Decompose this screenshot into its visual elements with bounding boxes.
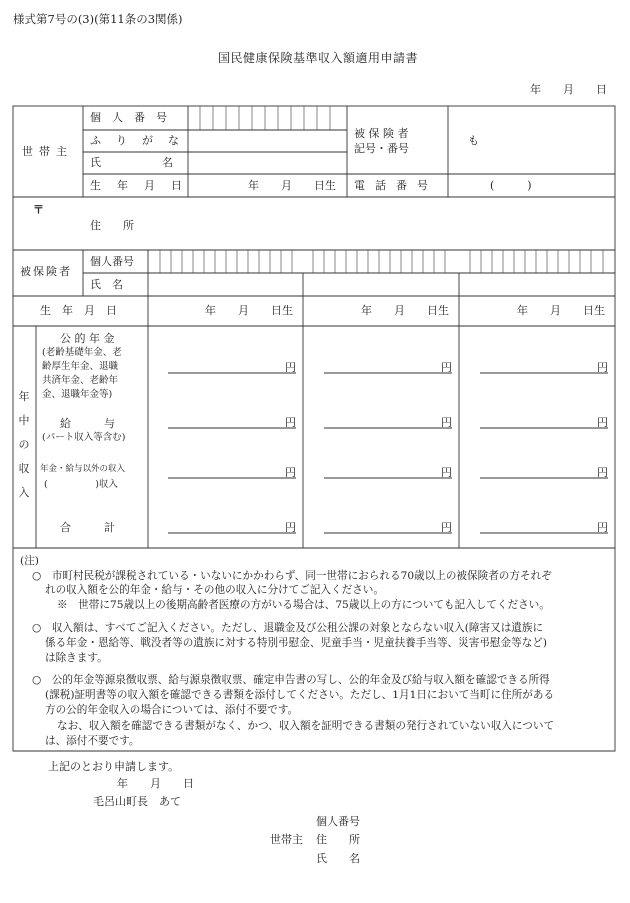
- application-statement: 上記のとおり申請します。: [48, 760, 180, 773]
- applicant-address-label: 住 所: [316, 833, 360, 846]
- householder-name-label: 氏名: [90, 156, 234, 169]
- insured-symbol-label: 被 保 険 者: [354, 127, 409, 140]
- note-3-line-5: は、添付不要です。: [45, 735, 140, 747]
- insured-birth-value-2[interactable]: 年 月 日生: [361, 304, 449, 317]
- householder-birth-label: 生年月日: [90, 179, 198, 192]
- note-2-line-1: ○ 収入額は、すべてご記入ください。ただし、退職金及び公租公課の対象とならない収入(障害又は遺族に: [32, 622, 544, 634]
- public-pension-note-4: 金、退職年金等): [42, 389, 113, 400]
- phone-label: 電話番号: [354, 179, 438, 192]
- salary-label: 給 与: [60, 417, 115, 430]
- yen-pension-3: 円: [597, 361, 608, 374]
- applicant-label: 世帯主: [270, 833, 303, 846]
- total-label: 合 計: [60, 521, 115, 534]
- householder-number-label: 個人番号: [90, 111, 178, 124]
- income-section-label: 年中の収入: [18, 390, 30, 499]
- yen-pension-1: 円: [285, 361, 296, 374]
- other-income-label: 年金・給与以外の収入: [40, 464, 126, 474]
- insured-number-label: 個人番号: [90, 255, 134, 268]
- insured-birth-value-3[interactable]: 年 月 日生: [517, 304, 605, 317]
- yen-salary-1: 円: [285, 416, 296, 429]
- yen-total-1: 円: [285, 521, 296, 534]
- yen-salary-2: 円: [441, 416, 452, 429]
- note-1-line-1: ○ 市町村民税が課税されている・いないにかかわらず、同一世帯におられる70歳以上の被保険者の方それぞ: [32, 570, 552, 582]
- address-label: 住 所: [90, 219, 134, 232]
- salary-note: (パート収入等含む): [42, 432, 126, 443]
- insured-birth-value-1[interactable]: 年 月 日生: [205, 304, 293, 317]
- form-number: 様式第7号の(3)(第11条の3関係): [13, 12, 183, 26]
- other-income-type[interactable]: ( )収入: [44, 479, 118, 490]
- note-2-line-2: 係る年金・恩給等、戦没者等の遺族に対する特別弔慰金、児童手当・児童扶養手当等、災害弔慰金等など): [45, 637, 548, 649]
- notes-heading: (注): [20, 555, 39, 567]
- note-3-line-2: (課税)証明書等の収入額を確認できる書類を添付してください。ただし、1月1日において当町に住所がある: [45, 689, 555, 701]
- householder-birth-value[interactable]: 年 月 日生: [248, 179, 336, 192]
- applicant-number-label: 個人番号: [316, 815, 360, 828]
- applicant-name-label: 氏 名: [316, 852, 360, 865]
- yen-other-1: 円: [285, 466, 296, 479]
- public-pension-label: 公 的 年 金: [60, 332, 115, 345]
- yen-total-3: 円: [597, 521, 608, 534]
- yen-salary-3: 円: [597, 416, 608, 429]
- addressee: 毛呂山町長 あて: [93, 795, 181, 808]
- postal-mark: 〒: [33, 203, 44, 216]
- yen-total-2: 円: [441, 521, 452, 534]
- note-1-sub: ※ 世帯に75歳以上の後期高齢者医療の方がいる場合は、75歳以上の方についても記入してください。: [57, 599, 550, 611]
- householder-furigana-label: ふりがな: [90, 134, 194, 147]
- yen-other-3: 円: [597, 466, 608, 479]
- public-pension-note-3: 共済年金、老齢年: [42, 375, 119, 386]
- page-title: 国民健康保険基準収入額適用申請書: [218, 51, 419, 65]
- application-date: 年 月 日: [530, 83, 607, 96]
- insured-symbol-label-2: 記号・番号: [354, 142, 409, 155]
- public-pension-note-1: (老齢基礎年金、老: [42, 347, 122, 358]
- note-3-line-4: なお、収入額を確認できる書類がなく、かつ、収入額を証明できる書類の発行されていない収入について: [57, 720, 555, 732]
- yen-other-2: 円: [441, 466, 452, 479]
- note-3-line-1: ○ 公的年金等源泉徴収票、給与源泉徴収票、確定申告書の写し、公的年金及び給与収入額を確認できる所得: [32, 674, 550, 686]
- yen-pension-2: 円: [441, 361, 452, 374]
- phone-value[interactable]: ( ): [490, 179, 532, 192]
- note-1-line-2: れの収入額を公的年金・給与・その他の収入に分けてご記入ください。: [45, 584, 384, 596]
- footer-date[interactable]: 年 月 日: [117, 777, 194, 790]
- insured-symbol-value[interactable]: も: [468, 134, 479, 147]
- insured-birth-label: 生 年 月 日: [40, 304, 117, 317]
- public-pension-note-2: 齢厚生年金、退職: [42, 361, 119, 372]
- note-2-line-3: は除きます。: [45, 652, 108, 664]
- insured-label: 被保険者: [20, 265, 72, 278]
- note-3-line-3: 方の公的年金収入の場合については、添付不要です。: [45, 704, 299, 716]
- insured-name-label: 氏 名: [90, 278, 123, 291]
- householder-label: 世帯主: [22, 145, 73, 158]
